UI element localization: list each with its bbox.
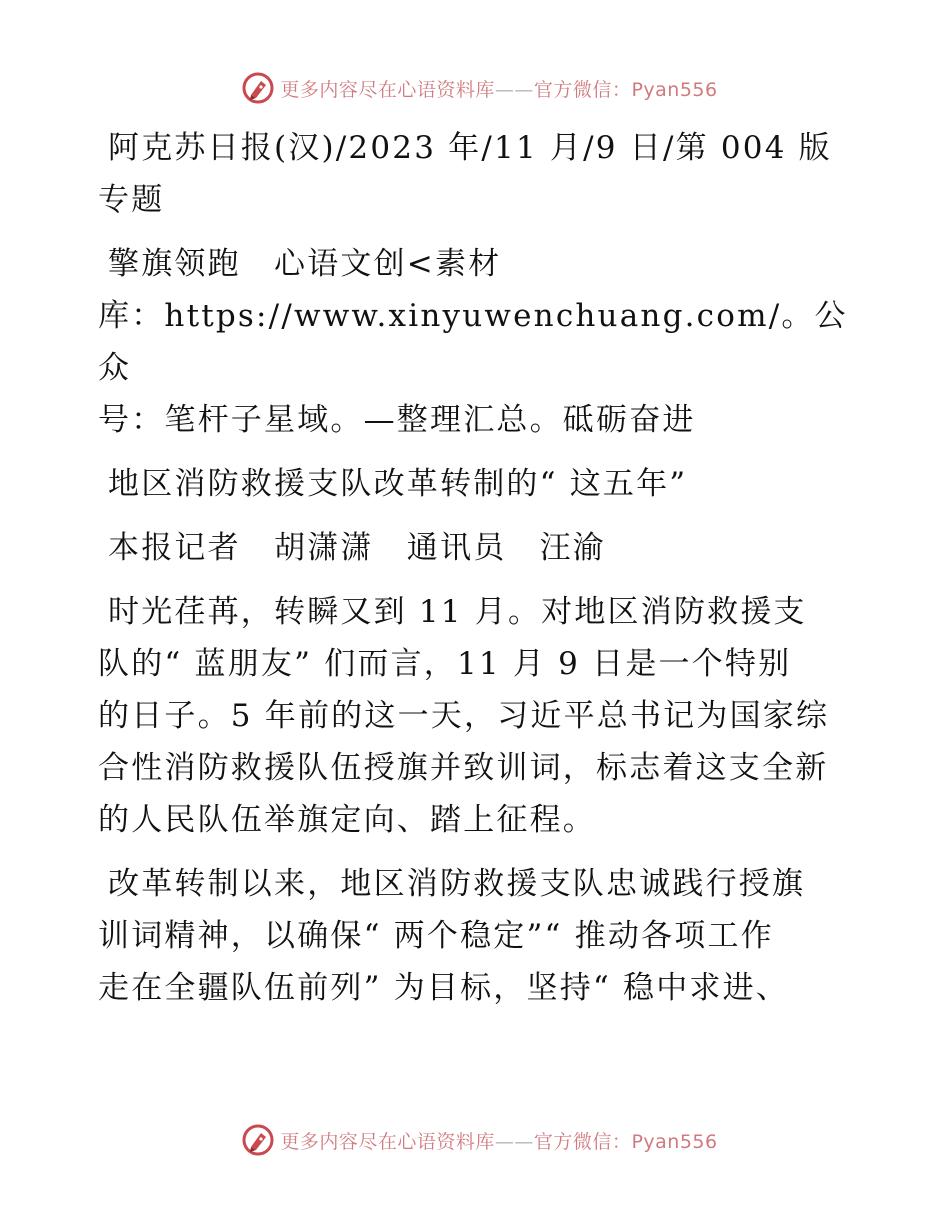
- heading-line-2: 库：https://www.xinyuwenchuang.com/。公众: [98, 298, 848, 386]
- paragraph-1: [98, 586, 853, 846]
- paragraph-1-line-1: 时光荏苒，转瞬又到 11 月。对地区消防救援支: [108, 594, 807, 630]
- paragraph-2-line-1: 改革转制以来，地区消防救援支队忠诚践行授旗: [108, 866, 806, 902]
- paragraph-1-line-3: 的日子。5 年前的这一天，习近平总书记为国家综: [98, 698, 830, 734]
- heading-line-3: 号：笔杆子星域。—整理汇总。砥砺奋进: [98, 402, 696, 438]
- section-label: 专题: [98, 182, 165, 218]
- source-info: [98, 122, 853, 226]
- watermark-banner-bottom: [0, 1120, 950, 1160]
- byline-text: 本报记者 胡潇潇 通讯员 汪渝: [108, 530, 606, 566]
- byline: [98, 522, 853, 574]
- watermark-separator: ——: [494, 1130, 534, 1153]
- heading-block: [98, 238, 853, 446]
- watermark-separator: ——: [494, 78, 534, 101]
- watermark-banner-top: [0, 68, 950, 108]
- watermark-brand: 更多内容尽在心语资料库: [280, 1130, 495, 1153]
- pen-nib-logo-icon: [242, 1124, 274, 1156]
- paragraph-2: [98, 858, 853, 1014]
- paragraph-1-line-5: 的人民队伍举旗定向、踏上征程。: [98, 802, 596, 838]
- pen-nib-logo-icon: [242, 72, 274, 104]
- watermark-text: [280, 75, 717, 102]
- watermark-wechat-label: 官方微信：: [533, 1130, 632, 1153]
- paragraph-1-line-4: 合性消防救援队伍授旗并致训词，标志着这支全新: [98, 750, 829, 786]
- paragraph-2-line-3: 走在全疆队伍前列” 为目标，坚持“ 稳中求进、: [98, 970, 790, 1006]
- watermark-content: [242, 72, 717, 104]
- article-title: [98, 458, 853, 510]
- watermark-text: [280, 1127, 717, 1154]
- watermark-content: [242, 1124, 717, 1156]
- watermark-wechat-id: Pyan556: [631, 78, 718, 101]
- document-body: [98, 122, 853, 1026]
- paragraph-1-line-2: 队的“ 蓝朋友” 们而言，11 月 9 日是一个特别: [98, 646, 792, 682]
- heading-line-1: 擎旗领跑 心语文创<素材: [108, 246, 502, 282]
- watermark-wechat-id: Pyan556: [631, 1130, 718, 1153]
- article-title-text: 地区消防救援支队改革转制的“ 这五年”: [108, 466, 688, 502]
- paragraph-2-line-2: 训词精神，以确保“ 两个稳定”“ 推动各项工作: [98, 918, 774, 954]
- watermark-wechat-label: 官方微信：: [533, 78, 632, 101]
- source-line: 阿克苏日报(汉)/2023 年/11 月/9 日/第 004 版: [108, 130, 832, 166]
- watermark-brand: 更多内容尽在心语资料库: [280, 78, 495, 101]
